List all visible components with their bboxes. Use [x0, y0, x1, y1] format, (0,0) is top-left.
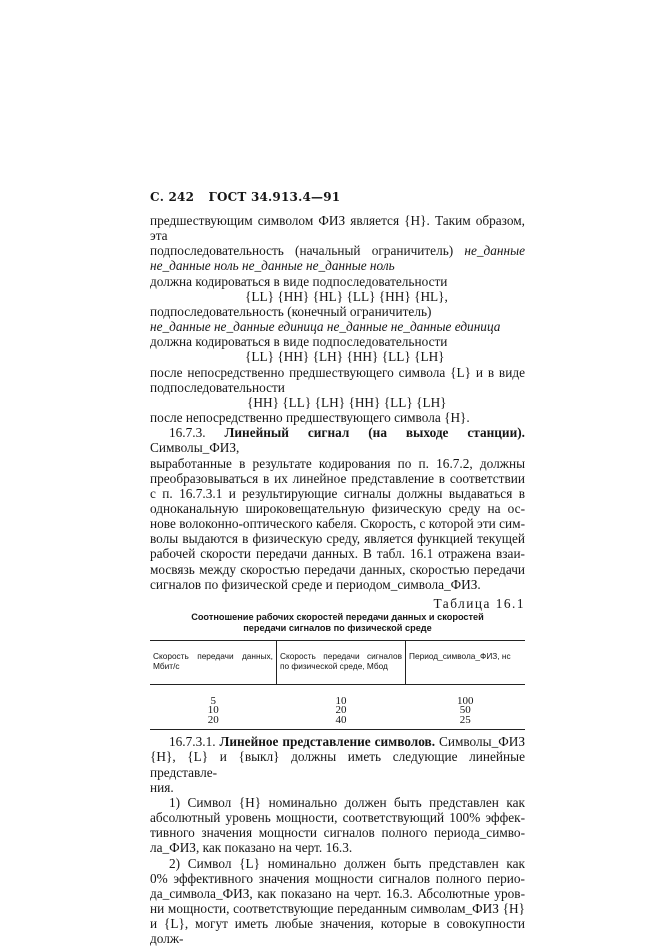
text-span: Символы_ФИЗ, — [150, 440, 240, 456]
standard-id: ГОСТ 34.913.4—91 — [208, 190, 341, 204]
text-line: ния. — [150, 779, 174, 795]
table-cell: 40 — [277, 716, 406, 730]
symbol-sequence: {HH} {LL} {LH} {HH} {LL} {LH} — [247, 394, 447, 410]
symbol-sequence: {LL} {HH} {HL} {LL} {HH} {HL}, — [245, 288, 448, 304]
column-header: Скорость передачи сигналов по физической среде, Мбод — [277, 641, 406, 685]
text-line — [150, 243, 525, 258]
text-line: мосвязь между скоростью передачи данных, скоростью передачи — [150, 561, 525, 577]
table-cell: 10 — [335, 695, 347, 708]
text-line: нове волоконно-оптического кабеля. Скорость, с которой эти сим- — [150, 516, 525, 532]
text-line: ла_ФИЗ, как показано на черт. 16.3. — [150, 840, 353, 856]
page-content — [150, 213, 525, 946]
section-heading-line — [150, 425, 525, 455]
table-cell: 100 — [457, 695, 474, 708]
table-row — [150, 716, 525, 730]
text-span: Символы_ФИЗ — [438, 734, 526, 750]
italic-span: не_данные — [464, 243, 526, 259]
text-line: после непосредственно предшествующего символа {Н}. — [150, 410, 470, 426]
section-title: Линейный сигнал (на выходе станции). — [224, 425, 525, 441]
text-line: сигналов по физической среде и периодом_символа_ФИЗ. — [150, 576, 481, 592]
italic-line: не_данные не_данные единица не_данные не_данные единица — [150, 319, 501, 335]
text-line: абсолютный уровень мощности, соответствующий 100% эффек- — [150, 810, 525, 826]
section-heading-line — [150, 734, 525, 749]
table-cell: 20 — [150, 716, 277, 730]
table-title-line: передачи сигналов по физической среде — [243, 623, 432, 634]
text-line: должна кодироваться в виде подпоследовательности — [150, 334, 448, 350]
text-span: подпоследовательность — [150, 243, 284, 259]
text-line: да_символа_ФИЗ, как показано на черт. 16.3. Абсолютные уров- — [150, 885, 525, 901]
text-line: волы выдаются в физическую среду, является функцией текущей — [150, 531, 525, 547]
text-line: 0% эффективного значения мощности сигналов полного перио- — [150, 870, 525, 886]
text-line: рабочей скорости передачи данных. В табл. 16.1 отражена взаи- — [150, 546, 525, 562]
section-number: 16.7.3. — [169, 425, 206, 441]
text-line: одноканальную широковещательную физическую среду на ос- — [150, 500, 525, 516]
text-line: преобразовываться в их линейное представление в соответствии — [150, 470, 525, 486]
text-line: предшествующим символом ФИЗ является {Н}. Таким образом, эта — [150, 213, 525, 244]
italic-line: не_данные ноль не_данные не_данные ноль — [150, 258, 395, 274]
symbol-sequence: {LL} {HH} {LH} {HH} {LL} {LH} — [245, 349, 445, 365]
page-header — [150, 190, 350, 204]
table-title — [150, 612, 525, 634]
table-cell: 50 — [459, 704, 471, 717]
text-line: подпоследовательность (конечный ограничитель) — [150, 303, 432, 319]
text-line: выработанные в результате кодирования по п. 16.7.2, должны — [150, 455, 525, 471]
text-line: ни мощности, соответствующие переданным символам_ФИЗ {Н} — [150, 901, 525, 916]
text-line: подпоследовательности — [150, 379, 285, 395]
text-line: 1) Символ {Н} номинально должен быть представлен как — [169, 794, 525, 810]
section-title: Линейное представление символов. — [219, 734, 436, 750]
text-line: должна кодироваться в виде подпоследовательности — [150, 273, 448, 289]
table-header-row — [150, 641, 525, 685]
text-line: тивного значения мощности сигналов полного периода_симво- — [150, 825, 525, 841]
table-cell: 25 — [406, 716, 526, 730]
text-line: и {L}, могут иметь любые значения, которые в совокупности долж- — [150, 916, 525, 946]
column-header: Скорость передачи данных, Мбит/с — [150, 641, 277, 685]
rate-table — [150, 640, 525, 730]
table-cell: 5 — [210, 695, 216, 708]
page-number: С. 242 — [150, 190, 195, 204]
text-line: после непосредственно предшествующего символа {L} и в виде — [150, 364, 525, 380]
text-line: 2) Символ {L} номинально должен быть представлен как — [169, 855, 525, 871]
table-label: Таблица 16.1 — [433, 595, 525, 611]
table-title-line: Соотношение рабочих скоростей передачи данных и скоростей — [191, 612, 484, 623]
column-header: Период_символа_ФИЗ, нс — [406, 641, 526, 685]
table-row — [150, 685, 525, 707]
text-line: {Н}, {L} и {выкл} должны иметь следующие линейные представле- — [150, 749, 525, 780]
text-line: с п. 16.7.3.1 и результирующие сигналы должны выдаваться в — [150, 485, 525, 501]
table-cell: 20 — [335, 704, 347, 717]
text-span: (начальный ограничитель) — [295, 243, 454, 259]
section-16731 — [150, 734, 525, 946]
table-cell: 10 — [207, 704, 219, 717]
section-number: 16.7.3.1. — [169, 734, 216, 750]
